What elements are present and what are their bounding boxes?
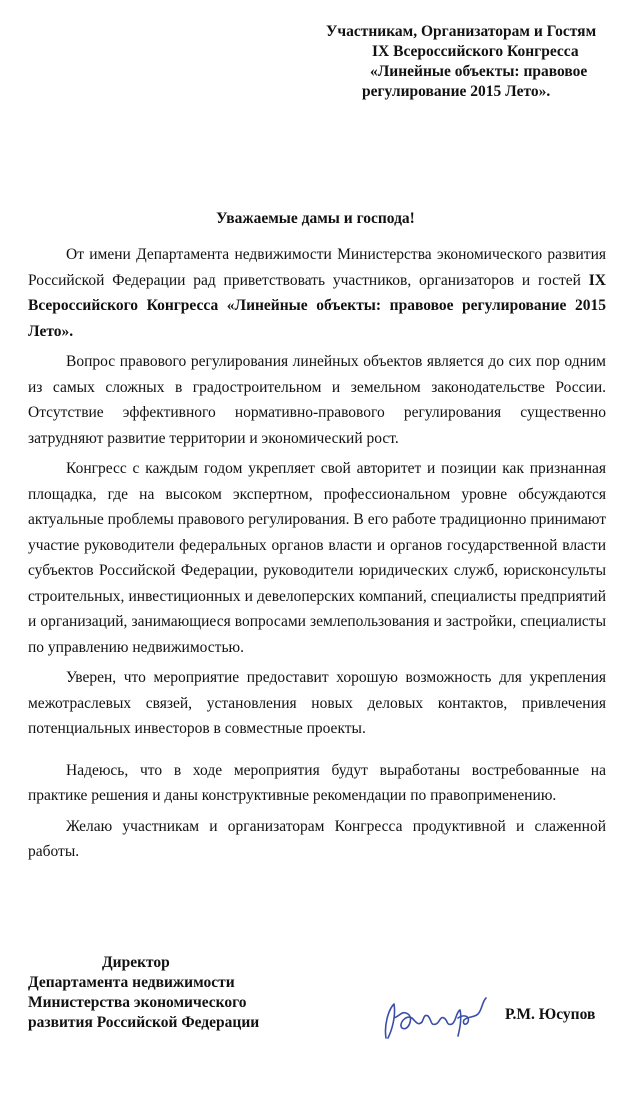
addressee-block: [300, 22, 620, 102]
addressee-line-2: IX Всероссийского Конгресса: [372, 43, 579, 60]
congress-name: IX Всероссийского Конгресса «Линейные объекты: правовое регулирование 2015 Лето».: [28, 271, 606, 340]
paragraph-6: Желаю участникам и организаторам Конгресса продуктивной и слаженной работы.: [28, 817, 606, 860]
paragraph-1: [28, 242, 606, 344]
greeting-heading: Уважаемые дамы и господа!: [216, 210, 415, 227]
signatory-title-line-2: Департамента недвижимости: [28, 974, 235, 991]
addressee-line-4: регулирование 2015 Лето».: [362, 83, 551, 100]
handwritten-signature: [378, 988, 498, 1048]
addressee-line-3: «Линейные объекты: правовое: [370, 63, 588, 80]
paragraph-4: Уверен, что мероприятие предоставит хорошую возможность для укрепления межотраслевых связей, установления новых деловых контактов, привлечения потенциальных инвесторов в совместные проекты.: [28, 669, 606, 737]
paragraph-1-text: От имени Департамента недвижимости Министерства экономического развития Российской Федерации рад приветствовать участников, организаторов и гостей: [28, 246, 606, 289]
signatory-title-line-4: развития Российской Федерации: [28, 1014, 260, 1031]
signatory-title-line-1: Директор: [102, 954, 170, 971]
paragraph-2: Вопрос правового регулирования линейных объектов является до сих пор одним из самых сложных в градостроительном и земельном законодательстве России. Отсутствие эффективного нормативно-правового регулирования существенно затрудняют развитие территории и экономический рост.: [28, 353, 606, 447]
letter-body: [28, 242, 606, 870]
paragraph-3: Конгресс с каждым годом укрепляет свой авторитет и позиции как признанная площадка, где на высоком экспертном, профессиональном уровне обсуждаются актуальные проблемы правового регулирования. В его работе традиционно принимают участие руководители федеральных органов власти и органов государственной власти субъектов Российской Федерации, руководители юридических служб, юрисконсульты строительных, инвестиционных и девелоперских компаний, специалисты предприятий и организаций, занимающиеся вопросами землепользования и застройки, специалисты по управлению недвижимостью.: [28, 460, 606, 656]
signer-name: Р.М. Юсупов: [505, 1006, 596, 1023]
signatory-title-line-3: Министерства экономического: [28, 994, 247, 1011]
addressee-line-1: Участникам, Организаторам и Гостям: [326, 23, 597, 40]
signatory-title: [28, 953, 259, 1033]
signature-stroke: [385, 998, 486, 1038]
paragraph-5: Надеюсь, что в ходе мероприятия будут выработаны востребованные на практике решения и даны конструктивные рекомендации по правоприменению.: [28, 761, 606, 804]
